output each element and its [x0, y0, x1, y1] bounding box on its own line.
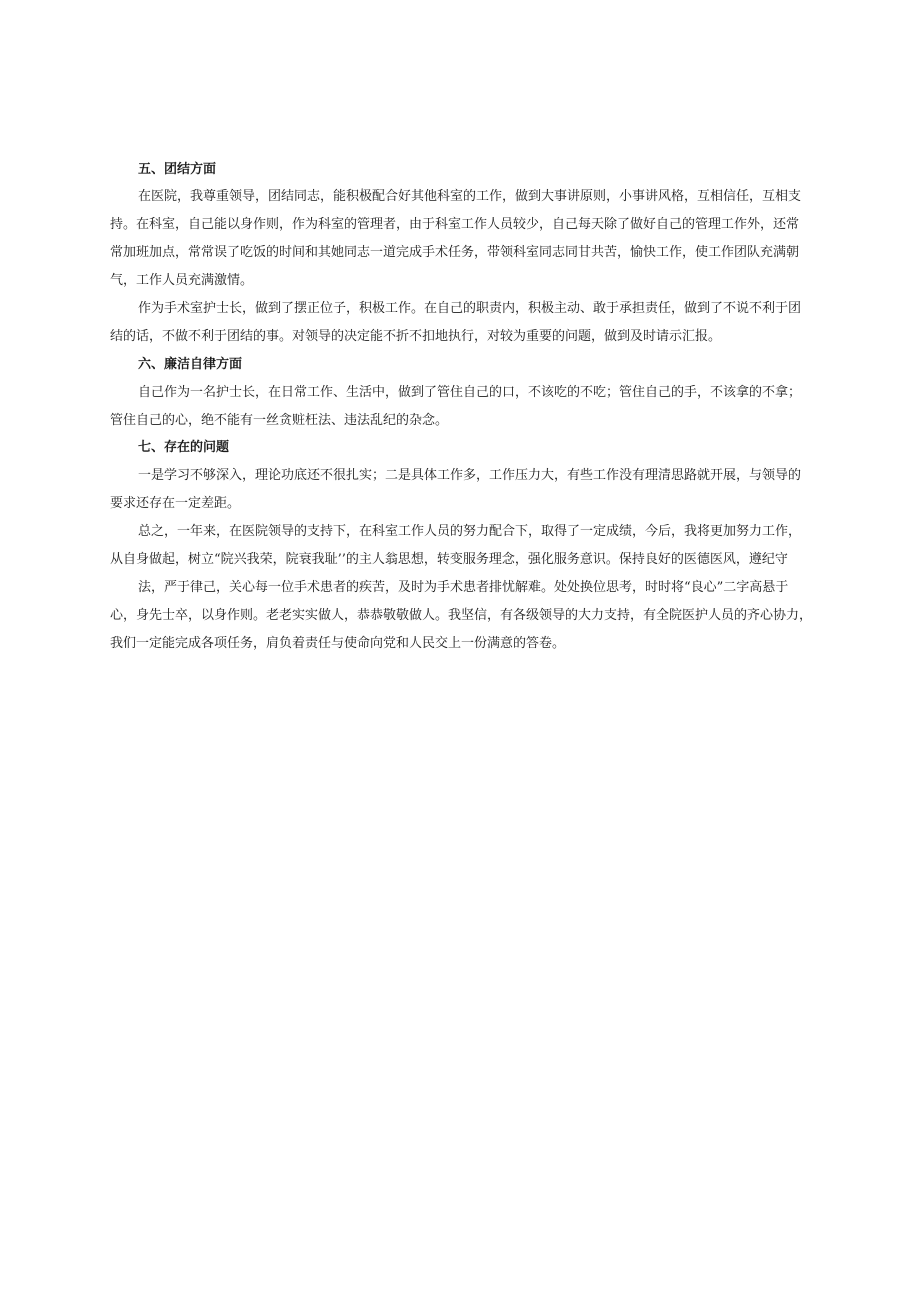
paragraph-line: 结的话，不做不利于团结的事。对领导的决定能不折不扣地执行，对较为重要的问题，做到及时请示汇报。: [110, 329, 722, 344]
section-heading-problems: 七、存在的问题: [138, 440, 230, 455]
paragraph-line: 在医院，我尊重领导，团结同志，能积极配合好其他科室的工作，做到大事讲原则，小事讲风格，互相信任，互相支: [138, 189, 802, 204]
paragraph-line: 一是学习不够深入，理论功底还不很扎实；二是具体工作多，工作压力大，有些工作没有理清思路就开展，与领导的: [138, 468, 802, 483]
section-heading-integrity: 六、廉洁自律方面: [138, 357, 243, 372]
paragraph-line: 自己作为一名护士长，在日常工作、生活中，做到了管住自己的口，不该吃的不吃；管住自己的手，不该拿的不拿；: [138, 385, 802, 400]
paragraph-line: 作为手术室护士长，做到了摆正位子，积极工作。在自己的职责内，积极主动、敢于承担责任，做到了不说不利于团: [138, 301, 802, 316]
paragraph-line: 我们一定能完成各项任务，肩负着责任与使命向党和人民交上一份满意的答卷。: [110, 636, 566, 651]
paragraph-line: 要求还存在一定差距。: [110, 496, 241, 511]
paragraph-line: 心，身先士卒，以身作则。老老实实做人，恭恭敬敬做人。我坚信，有各级领导的大力支持，有全院医护人员的齐心协力，: [110, 608, 813, 623]
paragraph-line: 总之，一年来，在医院领导的支持下，在科室工作人员的努力配合下，取得了一定成绩，今后，我将更加努力工作，: [138, 524, 802, 539]
paragraph-line: 法，严于律己，关心每一位手术患者的疾苦，及时为手术患者排忧解难。处处换位思考，时时将“良心”二字高悬于: [138, 580, 789, 595]
paragraph-line: 从自身做起，树立“院兴我荣，院衰我耻’’的主人翁思想，转变服务理念，强化服务意识。保持良好的医德医风，遵纪守: [110, 552, 788, 567]
paragraph-line: 持。在科室，自己能以身作则，作为科室的管理者，由于科室工作人员较少，自己每天除了做好自己的管理工作外，还常: [110, 217, 800, 232]
section-heading-unity: 五、团结方面: [138, 162, 217, 177]
paragraph-line: 管住自己的心，绝不能有一丝贪赃枉法、违法乱纪的杂念。: [110, 413, 449, 428]
paragraph-line: 常加班加点，常常误了吃饭的时间和其她同志一道完成手术任务，带领科室同志同甘共苦，愉快工作，使工作团队充满朝: [110, 245, 800, 260]
paragraph-line: 气，工作人员充满激情。: [110, 273, 254, 288]
